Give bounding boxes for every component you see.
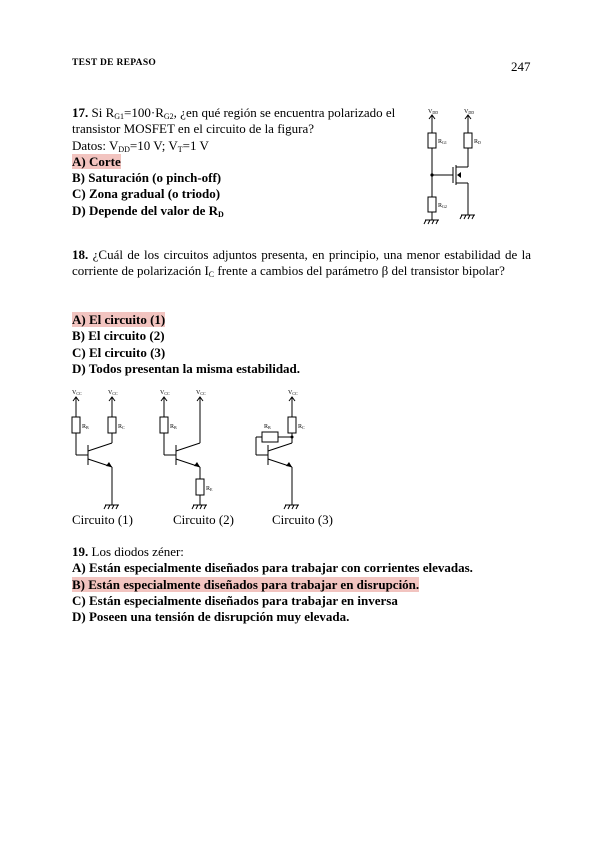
question-17-data: Datos: $V_{DD}=10$ V; $V_T=1$ V	[72, 137, 209, 154]
vdd-left-label: VDD	[428, 109, 439, 115]
option-18b[interactable]: B) El circuito (2)	[72, 328, 165, 344]
c2-vcc-right: VCC	[196, 390, 206, 396]
option-17c[interactable]: C) Zona gradual (o triodo)	[72, 186, 221, 202]
rg2-label: RG2	[438, 203, 447, 209]
question-17	[72, 105, 417, 219]
c1-vcc-right: VCC	[108, 390, 118, 396]
caption-circuit-1: Circuito (1)	[72, 512, 134, 527]
mosfet-circuit-diagram	[420, 105, 500, 230]
option-17d[interactable]: D) Depende del valor de $R_D$	[72, 202, 224, 219]
option-17b[interactable]: B) Saturación (o pinch-off)	[72, 170, 222, 186]
option-19c[interactable]: C) Están especialmente diseñados para trabajar en inversa	[72, 592, 398, 608]
c2-re-label: RE	[206, 486, 213, 492]
c3-rb-label: RB	[264, 424, 271, 430]
vdd-right-label: VDD	[464, 109, 475, 115]
option-19a[interactable]: A) Están especialmente diseñados para trabajar con corrientes elevadas.	[72, 560, 473, 576]
option-19d[interactable]: D) Poseen una tensión de disrupción muy elevada.	[72, 609, 350, 625]
c3-vcc: VCC	[288, 390, 298, 396]
c1-rc-label: RC	[118, 424, 125, 430]
bjt-circuits-diagram	[66, 385, 366, 515]
option-18d[interactable]: D) Todos presentan la misma estabilidad.	[72, 360, 301, 376]
question-19-text: 19. Los diodos zéner:	[72, 544, 184, 559]
option-18a[interactable]: A) El circuito (1)	[72, 312, 166, 327]
option-19b[interactable]: B) Están especialmente diseñados para trabajar en disrupción.	[72, 576, 420, 592]
c3-rc-label: RC	[298, 424, 305, 430]
c2-rb-label: RB	[170, 424, 177, 430]
c1-vcc-left: VCC	[72, 390, 82, 396]
c1-rb-label: RB	[82, 424, 89, 430]
rg1-label: RG1	[438, 139, 447, 145]
question-18-text: 18. ¿Cuál de los circuitos adjuntos presenta, en principio, una menor estabilidad de la corriente de polarización $I_C$ frente a cambios del parámetro β del transistor bipolar?	[72, 247, 531, 280]
caption-circuit-2: Circuito (2)	[173, 512, 235, 527]
option-18c[interactable]: C) El circuito (3)	[72, 344, 166, 360]
question-19	[72, 544, 532, 625]
page-header-section: TEST DE REPASO	[72, 58, 157, 68]
c2-vcc-left: VCC	[160, 390, 170, 396]
question-17-text: 17. Si $R_{G1}=100\cdot R_{G2}$, ¿en qué región se encuentra polarizado el transistor MOSFET en el circuito de la figura?	[72, 105, 396, 137]
question-18-options	[72, 312, 300, 377]
page-number: 247	[511, 59, 531, 74]
option-17a[interactable]: A) Corte	[72, 153, 121, 169]
rd-label: RD	[474, 139, 481, 145]
caption-circuit-3: Circuito (3)	[272, 512, 334, 527]
